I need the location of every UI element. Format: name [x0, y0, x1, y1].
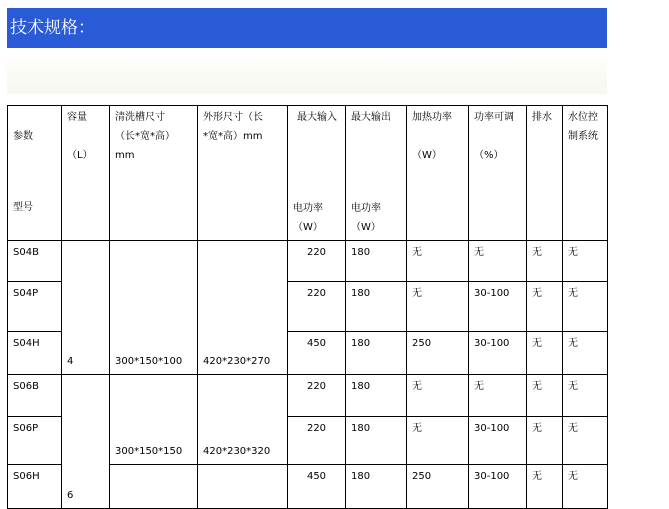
title-fade-strip	[7, 48, 607, 94]
header-row	[8, 106, 608, 241]
cell-max-input: 220	[288, 375, 346, 417]
cell-heat-power: 无	[407, 241, 469, 282]
cell-outer-size: 420*230*320	[198, 375, 288, 465]
header-max-output-power: 电功率	[351, 203, 381, 214]
cell-heat-power: 无	[407, 375, 469, 417]
header-power-adjust	[469, 106, 527, 241]
header-max-output-label: 最大输出	[351, 112, 391, 123]
cell-max-input: 450	[288, 332, 346, 375]
cell-drain: 无	[527, 375, 563, 417]
header-max-input-unit-block	[293, 199, 340, 237]
header-outer-size	[198, 106, 288, 241]
table-row	[8, 375, 608, 417]
header-level-control: 水位控制系统	[563, 106, 608, 241]
header-model: 型号	[13, 202, 33, 213]
table-row	[8, 241, 608, 282]
header-max-input-power: 电功率	[293, 203, 323, 214]
cell-level-control: 无	[563, 282, 608, 332]
cell-drain: 无	[527, 417, 563, 465]
cell-model: S04H	[8, 332, 62, 375]
cell-model: S06B	[8, 375, 62, 417]
header-heat-power	[407, 106, 469, 241]
cell-drain: 无	[527, 241, 563, 282]
cell-level-control: 无	[563, 241, 608, 282]
cell-max-output: 180	[346, 241, 407, 282]
cell-max-output: 180	[346, 375, 407, 417]
header-capacity-unit: （L）	[67, 150, 93, 161]
cell-capacity: 6	[62, 375, 110, 509]
header-tank-size-dims: （长*宽*高）	[115, 131, 175, 142]
header-tank-size-unit: mm	[115, 150, 135, 161]
header-param-model	[8, 106, 62, 241]
cell-outer-size-empty	[198, 465, 288, 509]
cell-capacity: 4	[62, 241, 110, 375]
section-title: 技术规格：	[10, 18, 95, 38]
cell-heat-power: 无	[407, 282, 469, 332]
header-max-output-unit: （W）	[351, 222, 381, 233]
cell-max-input: 450	[288, 465, 346, 509]
cell-model: S04P	[8, 282, 62, 332]
cell-tank-size: 300*150*150	[110, 375, 198, 465]
cell-max-input: 220	[288, 282, 346, 332]
cell-tank-size: 300*150*100	[110, 241, 198, 375]
header-capacity	[62, 106, 110, 241]
cell-power-adjust: 30-100	[469, 465, 527, 509]
header-outer-size-label: 外形尺寸（长	[203, 112, 263, 123]
cell-power-adjust: 30-100	[469, 417, 527, 465]
header-capacity-label: 容量	[67, 112, 87, 123]
cell-max-output: 180	[346, 332, 407, 375]
cell-max-output: 180	[346, 417, 407, 465]
cell-level-control: 无	[563, 417, 608, 465]
header-max-output-unit-block	[351, 199, 401, 237]
spec-table	[7, 105, 608, 509]
cell-max-input: 220	[288, 417, 346, 465]
header-param: 参数	[13, 131, 33, 142]
cell-level-control: 无	[563, 375, 608, 417]
cell-model: S06P	[8, 417, 62, 465]
header-max-output	[346, 106, 407, 241]
cell-model: S06H	[8, 465, 62, 509]
cell-max-output: 180	[346, 282, 407, 332]
cell-max-input: 220	[288, 241, 346, 282]
cell-tank-size-empty	[110, 465, 198, 509]
cell-heat-power: 250	[407, 465, 469, 509]
header-power-adjust-label: 功率可调	[474, 112, 514, 123]
cell-heat-power: 250	[407, 332, 469, 375]
cell-drain: 无	[527, 282, 563, 332]
cell-power-adjust: 无	[469, 241, 527, 282]
section-title-bar	[7, 8, 607, 48]
cell-power-adjust: 30-100	[469, 332, 527, 375]
header-power-adjust-unit: （%）	[474, 150, 504, 161]
header-tank-size-label: 清洗槽尺寸	[115, 112, 165, 123]
header-heat-power-unit: （W）	[412, 150, 442, 161]
cell-max-output: 180	[346, 465, 407, 509]
header-drain: 排水	[527, 106, 563, 241]
header-heat-power-label: 加热功率	[412, 112, 452, 123]
cell-power-adjust: 无	[469, 375, 527, 417]
header-outer-size-dims: *宽*高）mm	[203, 131, 263, 142]
cell-model: S04B	[8, 241, 62, 282]
cell-drain: 无	[527, 332, 563, 375]
cell-level-control: 无	[563, 332, 608, 375]
cell-heat-power: 无	[407, 417, 469, 465]
cell-power-adjust: 30-100	[469, 282, 527, 332]
header-tank-size	[110, 106, 198, 241]
cell-outer-size: 420*230*270	[198, 241, 288, 375]
header-max-input	[288, 106, 346, 241]
header-max-input-label: 最大输入	[297, 112, 337, 123]
header-max-input-unit: （W）	[293, 222, 323, 233]
cell-drain: 无	[527, 465, 563, 509]
cell-level-control: 无	[563, 465, 608, 509]
